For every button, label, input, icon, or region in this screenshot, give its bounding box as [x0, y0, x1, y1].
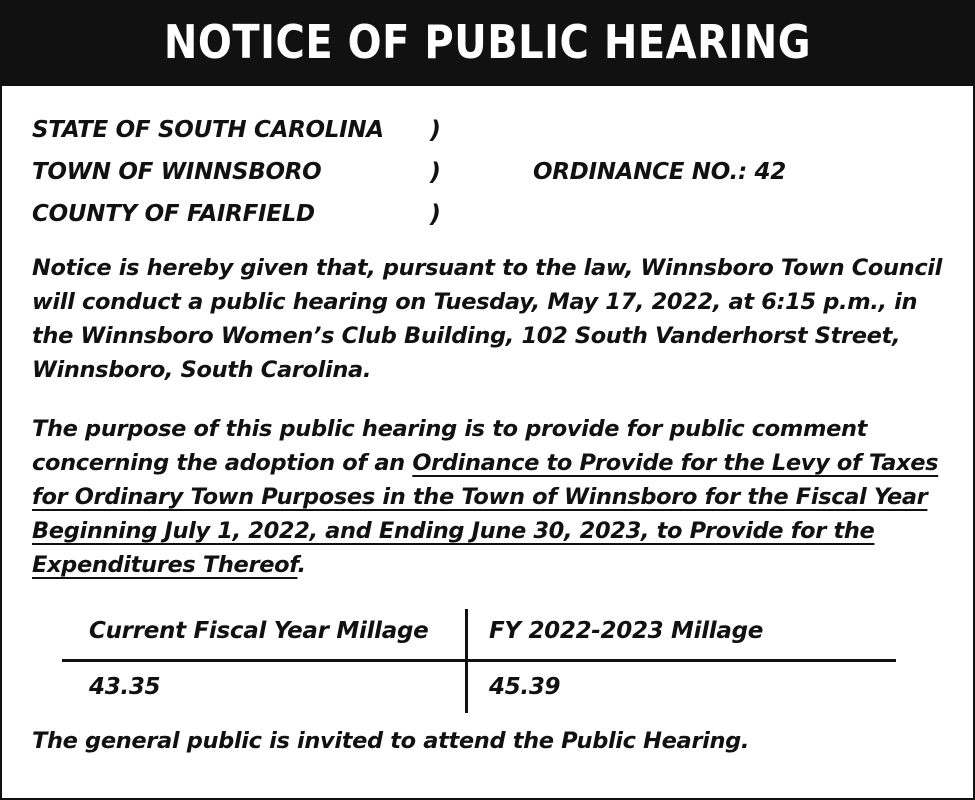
notice-title: NOTICE OF PUBLIC HEARING [163, 16, 812, 70]
table-divider-horizontal [62, 659, 896, 662]
ordinance-number: ORDINANCE NO.: 42 [533, 159, 786, 185]
purpose-intro: The purpose of this public hearing is to provide for public comment concerning the adoption of an [32, 416, 868, 476]
state-line: STATE OF SOUTH CAROLINA [32, 117, 384, 143]
new-millage-header: FY 2022-2023 Millage [489, 618, 764, 644]
caption-paren: ) [430, 200, 441, 228]
header-banner [0, 0, 975, 86]
purpose-end: . [297, 552, 306, 578]
current-millage-header: Current Fiscal Year Millage [89, 618, 429, 644]
current-millage-value: 43.35 [89, 674, 161, 700]
town-line: TOWN OF WINNSBORO [32, 159, 322, 185]
new-millage-value: 45.39 [489, 674, 561, 700]
notice-paragraph: Notice is hereby given that, pursuant to the law, Winnsboro Town Council will conduct a public hearing on Tuesday, May 17, 2022, at 6:15 p.m., in the Winnsboro Women’s Club Building, 102 South Vanderhorst Street, Winnsboro, South Carolina. [32, 255, 943, 383]
purpose-paragraph [32, 412, 952, 582]
closing-statement: The general public is invited to attend the Public Hearing. [32, 728, 750, 754]
ordinance-title: Ordinance to Provide for the Levy of Taxes for Ordinary Town Purposes in the Town of Winnsboro for the Fiscal Year Beginning July 1, 2022, and Ending June 30, 2023, to Provide for the Expenditures Thereof [32, 450, 939, 578]
county-line: COUNTY OF FAIRFIELD [32, 201, 315, 227]
caption-paren: ) [430, 158, 441, 186]
table-divider-vertical [465, 609, 468, 713]
caption-paren: ) [430, 116, 441, 144]
